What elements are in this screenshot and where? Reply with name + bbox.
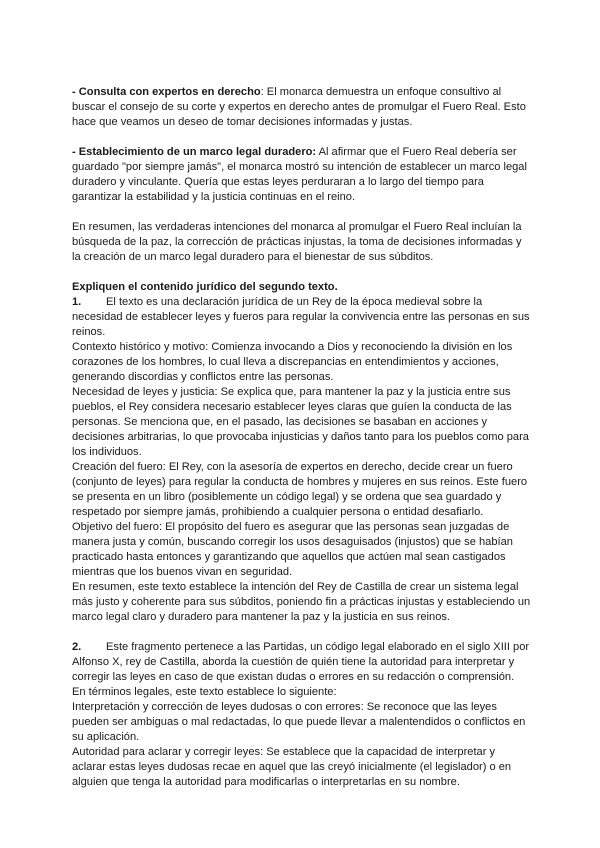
- item-2-number: 2.: [72, 641, 82, 653]
- section-heading: [72, 280, 532, 295]
- item-1-necessity: Necesidad de leyes y justicia: Se explica que, para mantener la paz y la justicia entre sus pueblos, el Rey considera necesario establecer leyes claras que guíen la conducta de las personas. Se menciona que, en el pasado, las decisiones se basaban en acciones y decisiones arbitrarias, lo que provocaba injusticias y daños tanto para los pueblos como para los individuos.: [72, 386, 529, 458]
- bullet-marco-label: - Establecimiento de un marco legal duradero:: [72, 146, 317, 158]
- item-2-lead: [72, 640, 532, 685]
- bullet-marco-legal: [72, 145, 532, 205]
- bullet-consulta-text: : El monarca demuestra un enfoque consultivo al buscar el consejo de su corte y expertos en derecho antes de promulgar el Fuero Real. Esto hace que veamos un deseo de tomar decisiones informadas y justas.: [72, 86, 526, 128]
- item-1-lead-text: El texto es una declaración jurídica de un Rey de la época medieval sobre la necesidad de establecer leyes y fueros para regular la convivencia entre las personas en sus reinos.: [72, 296, 530, 338]
- bullet-consulta: [72, 85, 532, 130]
- item-1-summary: En resumen, este texto establece la intención del Rey de Castilla de crear un sistema legal más justo y coherente para sus súbditos, poniendo fin a prácticas injustas y estableciendo un marco legal claro y duradero para mantener la paz y la justicia en sus reinos.: [72, 581, 531, 623]
- item-1-objective: Objetivo del fuero: El propósito del fuero es asegurar que las personas sean juzgadas de manera justa y común, buscando corregir los usos desaguisados (injustos) que se habían practicado hasta entonces y garantizando que aquellos que actúen mal sean castigados mientras que los buenos vivan en seguridad.: [72, 521, 513, 578]
- item-1-number: 1.: [72, 296, 82, 308]
- item-1-lead: [72, 295, 532, 340]
- item-1-context: Contexto histórico y motivo: Comienza invocando a Dios y reconociendo la división en los corazones de los hombres, lo cual lleva a discrepancias en entendimientos y acciones, generando discordias y conflictos entre las personas.: [72, 341, 513, 383]
- bullet-consulta-label: - Consulta con expertos en derecho: [72, 86, 261, 98]
- bullet-marco-text: Al afirmar que el Fuero Real debería ser guardado "por siempre jamás", el monarca mostró su intención de establecer un marco legal duradero y vinculante. Quería que estas leyes perduraran a lo largo del tiempo para garantizar la estabilidad y la justicia continuas en el reino.: [72, 146, 527, 203]
- section-heading-text: Expliquen el contenido jurídico del segundo texto.: [72, 281, 338, 293]
- item-2-interpretation: Interpretación y corrección de leyes dudosas o con errores: Se reconoce que las leyes pueden ser ambiguas o mal redactadas, lo que puede llevar a malentendidos o conflictos en su aplicación.: [72, 701, 526, 743]
- item-2-terms: En términos legales, este texto establece lo siguiente:: [72, 686, 337, 698]
- intro-summary: En resumen, las verdaderas intenciones del monarca al promulgar el Fuero Real incluían la búsqueda de la paz, la corrección de prácticas injustas, la toma de decisiones informadas y la creación de un marco legal duradero para el bienestar de sus súbditos.: [72, 221, 522, 263]
- item-2-authority: Autoridad para aclarar y corregir leyes: Se establece que la capacidad de interpretar y aclarar estas leyes dudosas recae en aquel que las creyó inicialmente (el legislador) o en alguien que tenga la autoridad para modificarlas o interpretarlas en su nombre.: [72, 746, 512, 788]
- item-1-creation: Creación del fuero: El Rey, con la asesoría de expertos en derecho, decide crear un fuero (conjunto de leyes) para regular la conducta de hombres y mujeres en sus reinos. Este fuero se presenta en un libro (posiblemente un código legal) y se ordena que sea guardado y respetado por siempre jamás, prohibiendo a cualquier persona o entidad desafiarlo.: [72, 461, 528, 518]
- item-2-lead-text: Este fragmento pertenece a las Partidas, un código legal elaborado en el siglo XIII por Alfonso X, rey de Castilla, aborda la cuestión de quién tiene la autoridad para interpretar y corregir las leyes en caso de que existan dudas o errores en su redacción o comprensión.: [72, 641, 530, 683]
- document-body: [72, 85, 532, 790]
